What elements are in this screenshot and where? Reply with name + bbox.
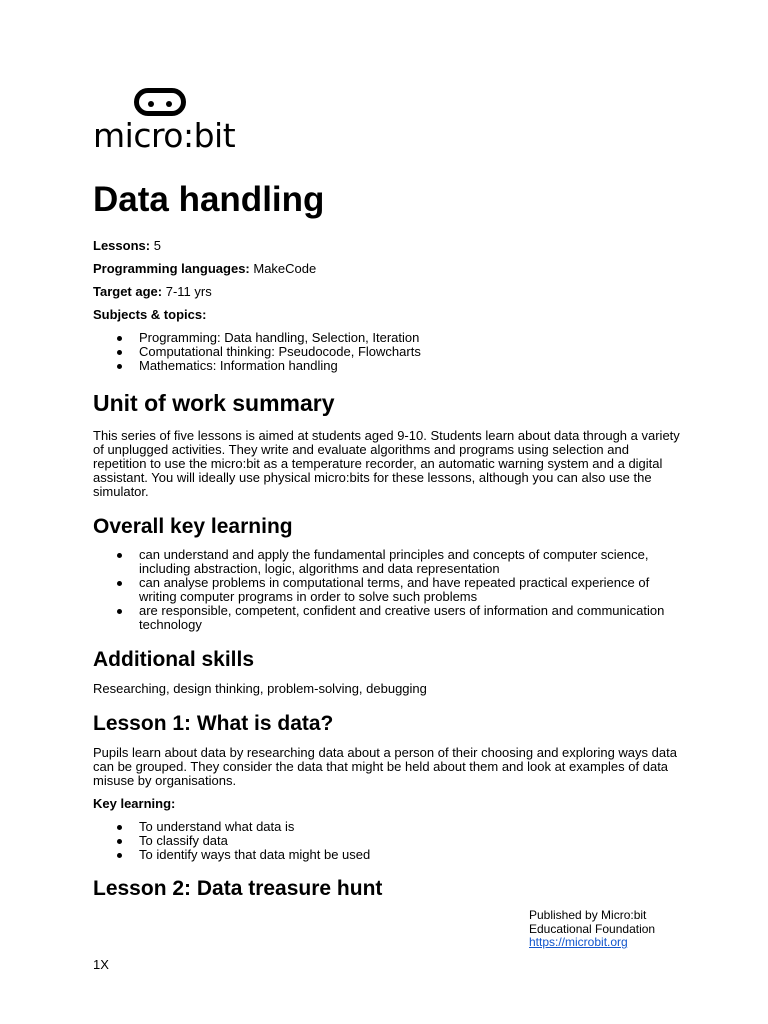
skills-heading: Additional skills [93,648,255,671]
age-line [93,284,212,300]
list-item: Computational thinking: Pseudocode, Flowcharts [93,345,683,359]
list-item: To identify ways that data might be used [93,848,683,862]
age-value: 7-11 yrs [162,284,212,299]
lesson1-text: Pupils learn about data by researching data about a person of their choosing and exploring ways data can be grouped. They consider the data that might be held about them and look at examples of data misuse by organisations. [93,745,677,788]
list-item: are responsible, competent, confident and creative users of information and communication technology [93,604,683,632]
summary-heading: Unit of work summary [93,390,335,416]
age-label: Target age: [93,284,163,299]
list-item: Programming: Data handling, Selection, Iteration [93,331,683,345]
subjects-line [93,307,206,323]
footer-line1: Published by Micro:bit [529,908,647,922]
lesson1-key-label: Key learning: [93,796,176,811]
key-learning-heading: Overall key learning [93,515,293,538]
footer-line2: Educational Foundation [529,921,656,936]
lesson2-heading: Lesson 2: Data treasure hunt [93,877,383,900]
page-number: 1X [93,957,109,972]
list-item: Mathematics: Information handling [93,359,683,373]
logo-text: micro:bit [93,116,236,155]
microbit-logo-icon [134,88,186,116]
key-learning-list [93,548,683,632]
lesson1-key-list [93,820,683,862]
lessons-label: Lessons: [93,238,151,253]
languages-line [93,261,316,277]
languages-label: Programming languages: [93,261,250,276]
lesson1-heading: Lesson 1: What is data? [93,712,334,735]
page-title: Data handling [93,180,325,219]
skills-text: Researching, design thinking, problem-solving, debugging [93,681,427,696]
footer-link[interactable]: https://microbit.org [529,935,628,949]
languages-value: MakeCode [249,261,317,276]
lessons-line [93,238,161,254]
lesson1-key-line [93,796,175,812]
list-item: can analyse problems in computational terms, and have repeated practical experience of writing computer programs in order to solve such problems [93,576,683,604]
list-item: To understand what data is [93,820,683,834]
list-item: To classify data [93,834,683,848]
subjects-list [93,331,683,373]
microbit-logo [93,86,239,156]
footer-publisher [529,909,655,950]
summary-text: This series of five lessons is aimed at students aged 9-10. Students learn about data through a variety of unplugged activities. They write and evaluate algorithms and programs using selection and repetition to use the micro:bit as a temperature recorder, an automatic warning system and a digital assistant. You will ideally use physical micro:bits for these lessons, although you can also use the simulator. [93,428,680,499]
list-item: can understand and apply the fundamental principles and concepts of computer science, including abstraction, logic, algorithms and data representation [93,548,683,576]
lessons-value: 5 [150,238,161,253]
subjects-label: Subjects & topics: [93,307,207,322]
